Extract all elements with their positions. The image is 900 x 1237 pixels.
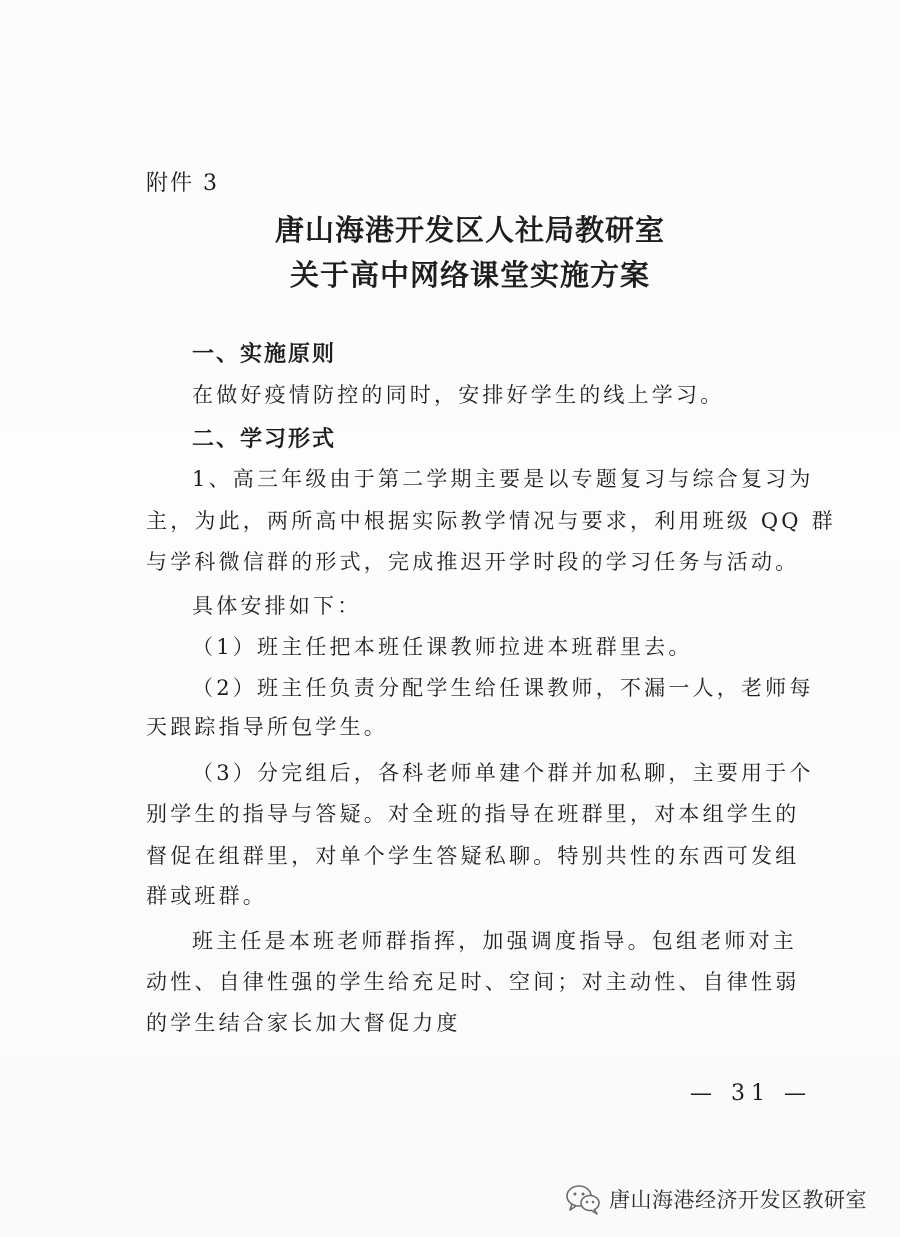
document-title-line-2: 关于高中网络课堂实施方案 [289, 258, 650, 292]
body-line: 主，为此，两所高中根据实际教学情况与要求，利用班级 QQ 群 [146, 509, 836, 533]
body-line: 具体安排如下： [192, 594, 362, 618]
principles-text: 在做好疫情防控的同时，安排好学生的线上学习。 [192, 383, 725, 407]
body-line: （2）班主任负责分配学生给任课教师，不漏一人，老师每 [192, 676, 814, 700]
body-line: （3）分完组后，各科老师单建个群并加私聊，主要用于个 [192, 761, 814, 785]
body-line: 别学生的指导与答疑。对全班的指导在班群里，对本组学生的 [146, 802, 800, 826]
body-line: 群或班群。 [146, 884, 267, 908]
wechat-icon [565, 1182, 601, 1216]
body-line: 天跟踪指导所包学生。 [146, 715, 388, 739]
page-number: — 31 — [690, 1081, 812, 1106]
body-line: 1、高三年级由于第二学期主要是以专题复习与综合复习为 [192, 467, 814, 491]
wechat-watermark [565, 1182, 867, 1216]
watermark-text: 唐山海港经济开发区教研室 [609, 1188, 867, 1212]
body-line: 动性、自律性强的学生给充足时、空间；对主动性、自律性弱 [146, 970, 800, 994]
document-title-line-1: 唐山海港开发区人社局教研室 [274, 213, 665, 247]
body-line: 班主任是本班老师群指挥，加强调度指导。包组老师对主 [192, 929, 797, 953]
body-line: 的学生结合家长加大督促力度 [146, 1011, 461, 1035]
body-line: 督促在组群里，对单个学生答疑私聊。特别共性的东西可发组 [146, 844, 800, 868]
body-line: 与学科微信群的形式，完成推迟开学时段的学习任务与活动。 [146, 550, 800, 574]
section-heading-learning-form: 二、学习形式 [192, 427, 337, 452]
section-heading-principles: 一、实施原则 [192, 342, 337, 367]
attachment-label: 附件 3 [146, 171, 219, 196]
body-line: （1）班主任把本班任课教师拉进本班群里去。 [192, 635, 693, 659]
